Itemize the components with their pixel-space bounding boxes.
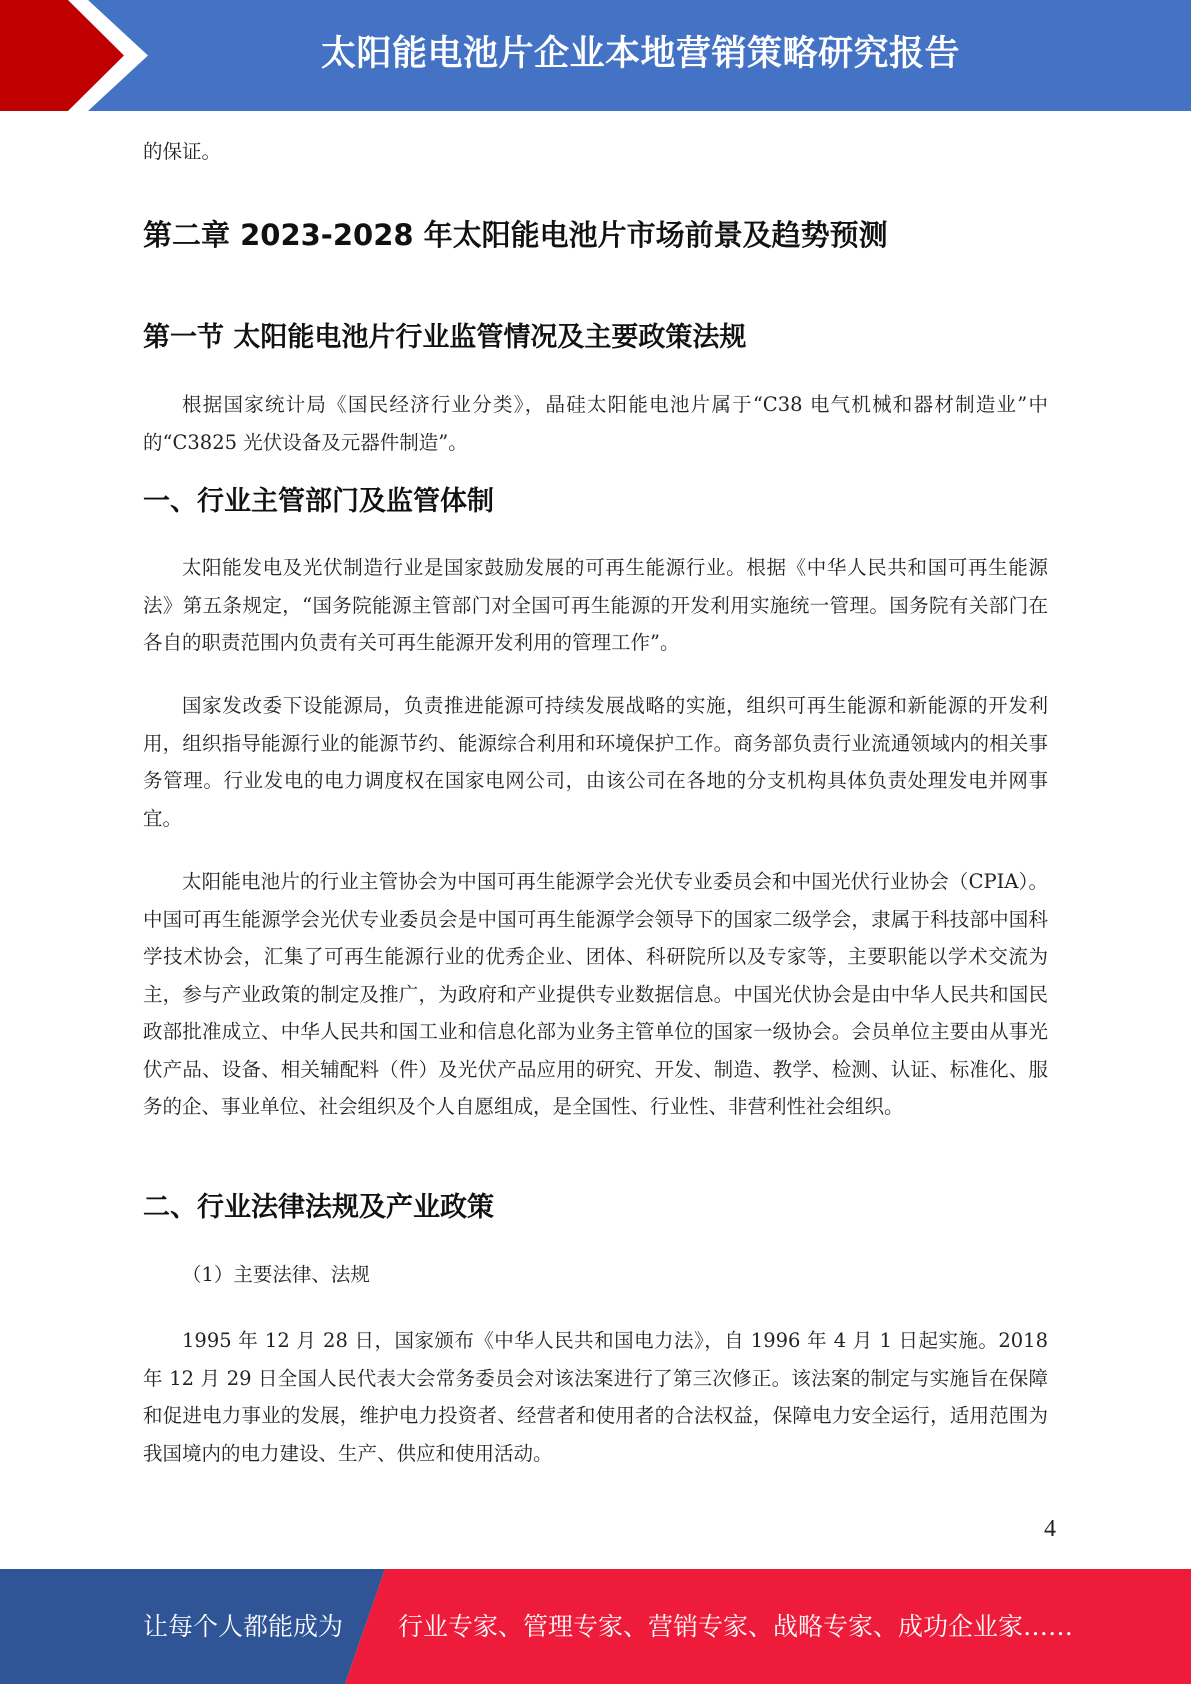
section-title: 第一节 太阳能电池片行业监管情况及主要政策法规 bbox=[143, 322, 747, 353]
heading-laws-policies: 二、行业法律法规及产业政策 bbox=[143, 1192, 494, 1223]
report-title: 太阳能电池片企业本地营销策略研究报告 bbox=[320, 34, 960, 74]
chapter-title: 第二章 2023-2028 年太阳能电池片市场前景及趋势预测 bbox=[143, 218, 888, 252]
continued-paragraph: 的保证。 bbox=[143, 140, 222, 163]
header-chevron-decoration bbox=[0, 0, 160, 111]
page-number: 4 bbox=[1044, 1516, 1056, 1542]
page-header bbox=[0, 0, 1191, 111]
paragraph-regulation-1: 太阳能发电及光伏制造行业是国家鼓励发展的可再生能源行业。根据《中华人民共和国可再生能源法》第五条规定，“国务院能源主管部门对全国可再生能源的开发利用实施统一管理。国务院有关部门在各自的职责范围内负责有关可再生能源开发利用的管理工作”。 bbox=[143, 556, 1048, 654]
page-footer bbox=[0, 1569, 1191, 1684]
sub-heading-main-laws: （1）主要法律、法规 bbox=[182, 1263, 370, 1286]
paragraph-classification: 根据国家统计局《国民经济行业分类》，晶硅太阳能电池片属于“C38 电气机械和器材制造业”中的“C3825 光伏设备及元器件制造”。 bbox=[143, 393, 1048, 454]
paragraph-regulation-3: 太阳能电池片的行业主管协会为中国可再生能源学会光伏专业委员会和中国光伏行业协会（CPIA）。中国可再生能源学会光伏专业委员会是中国可再生能源学会领导下的国家二级学会，隶属于科技部中国科学技术协会，汇集了可再生能源行业的优秀企业、团体、科研院所以及专家等，主要职能以学术交流为主，参与产业政策的制定及推广，为政府和产业提供专业数据信息。中国光伏协会是由中华人民共和国民政部批准成立、中华人民共和国工业和信息化部为业务主管单位的国家一级协会。会员单位主要由从事光伏产品、设备、相关辅配料（件）及光伏产品应用的研究、开发、制造、教学、检测、认证、标准化、服务的企、事业单位、社会组织及个人自愿组成，是全国性、行业性、非营利性社会组织。 bbox=[143, 870, 1048, 1118]
heading-regulatory-authority: 一、行业主管部门及监管体制 bbox=[143, 486, 494, 517]
footer-slogan-left: 让每个人都能成为 bbox=[143, 1612, 344, 1641]
footer-slogan-right: 行业专家、管理专家、营销专家、战略专家、成功企业家…… bbox=[398, 1612, 1074, 1641]
paragraph-regulation-2: 国家发改委下设能源局，负责推进能源可持续发展战略的实施，组织可再生能源和新能源的开发利用，组织指导能源行业的能源节约、能源综合利用和环境保护工作。商务部负责行业流通领域内的相关事务管理。行业发电的电力调度权在国家电网公司，由该公司在各地的分支机构具体负责处理发电并网事宜。 bbox=[143, 694, 1048, 830]
paragraph-electricity-law: 1995 年 12 月 28 日，国家颁布《中华人民共和国电力法》，自 1996 年 4 月 1 日起实施。2018 年 12 月 29 日全国人民代表大会常务委员会对该法案进行了第三次修正。该法案的制定与实施旨在保障和促进电力事业的发展，维护电力投资者、经营者和使用者的合法权益，保障电力安全运行，适用范围为我国境内的电力建设、生产、供应和使用活动。 bbox=[143, 1329, 1048, 1465]
